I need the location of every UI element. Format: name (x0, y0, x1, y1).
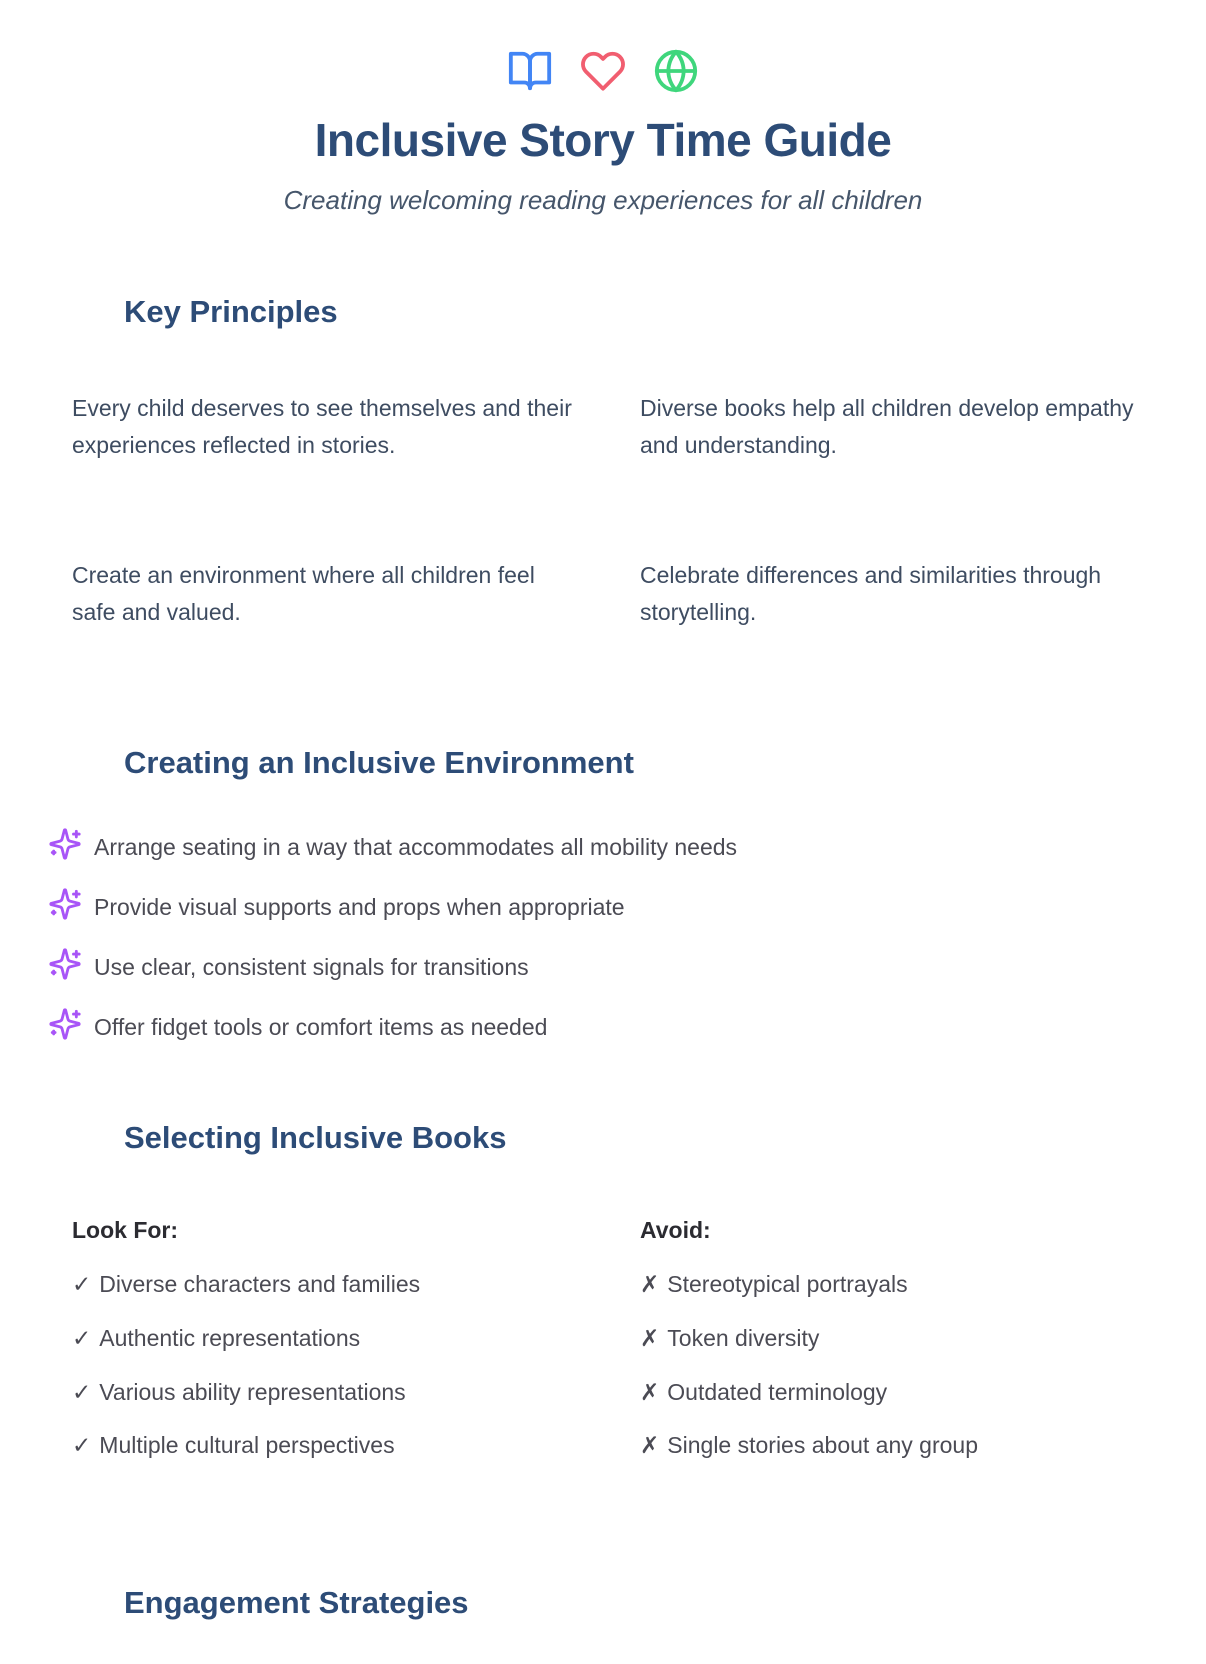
cross-mark: ✗ (640, 1378, 660, 1405)
look-for-column (72, 1217, 640, 1486)
sparkles-icon (48, 947, 82, 986)
list-item (72, 1324, 640, 1354)
check-mark: ✓ (72, 1432, 92, 1459)
principle-text: Celebrate differences and similarities through storytelling. (640, 561, 1102, 625)
sparkles-icon (48, 827, 82, 866)
section-heading-engagement: Engagement Strategies (124, 1585, 469, 1621)
list-item (72, 1431, 640, 1461)
globe-icon (653, 48, 699, 94)
list-item-text: Multiple cultural perspectives (99, 1432, 395, 1459)
list-item-text: Stereotypical portrayals (667, 1270, 908, 1297)
list-item (640, 1324, 1134, 1354)
page-title: Inclusive Story Time Guide (314, 114, 892, 166)
check-mark: ✓ (72, 1324, 92, 1351)
sparkles-icon (48, 1007, 82, 1046)
list-item-text: Offer fidget tools or comfort items as needed (94, 1013, 548, 1040)
principle-text: Every child deserves to see themselves and their experiences reflected in stories. (72, 395, 572, 459)
list-item-text: Arrange seating in a way that accommodates all mobility needs (94, 833, 738, 860)
look-for-label: Look For: (72, 1216, 179, 1243)
principle-text: Create an environment where all children feel safe and valued. (72, 561, 535, 625)
sparkles-icon (48, 887, 82, 926)
list-item-text: Token diversity (667, 1324, 820, 1351)
list-item (48, 887, 1134, 926)
list-item (640, 1270, 1134, 1300)
principle-text: Diverse books help all children develop empathy and understanding. (640, 395, 1134, 459)
check-mark: ✓ (72, 1378, 92, 1405)
list-item-text: Outdated terminology (667, 1378, 888, 1405)
list-item (48, 827, 1134, 866)
list-item (640, 1431, 1134, 1461)
section-heading-environment: Creating an Inclusive Environment (124, 745, 634, 781)
page-header (72, 48, 1134, 218)
avoid-list (640, 1270, 1134, 1462)
list-item-text: Use clear, consistent signals for transitions (94, 953, 529, 980)
book-selection-grid (72, 1217, 1134, 1486)
list-item-text: Diverse characters and families (99, 1270, 421, 1297)
list-item (640, 1378, 1134, 1408)
list-item-text: Authentic representations (99, 1324, 361, 1351)
list-item-text: Provide visual supports and props when appropriate (94, 893, 625, 920)
cross-mark: ✗ (640, 1270, 660, 1297)
key-principles-grid (72, 390, 1134, 631)
avoid-column (640, 1217, 1134, 1486)
avoid-label: Avoid: (640, 1216, 711, 1243)
section-heading-key-principles: Key Principles (124, 293, 338, 329)
cross-mark: ✗ (640, 1324, 660, 1351)
book-open-icon (507, 48, 553, 94)
check-mark: ✓ (72, 1270, 92, 1297)
cross-mark: ✗ (640, 1432, 660, 1459)
list-item-text: Various ability representations (99, 1378, 406, 1405)
environment-list (48, 827, 1134, 1046)
header-icon-row (72, 48, 1134, 94)
list-item (48, 947, 1134, 986)
heart-icon (580, 48, 626, 94)
section-heading-book-selection: Selecting Inclusive Books (124, 1120, 507, 1156)
page-subtitle: Creating welcoming reading experiences for all children (283, 184, 923, 215)
list-item (48, 1007, 1134, 1046)
list-item (72, 1270, 640, 1300)
look-for-list (72, 1270, 640, 1462)
list-item (72, 1378, 640, 1408)
list-item-text: Single stories about any group (667, 1432, 978, 1459)
